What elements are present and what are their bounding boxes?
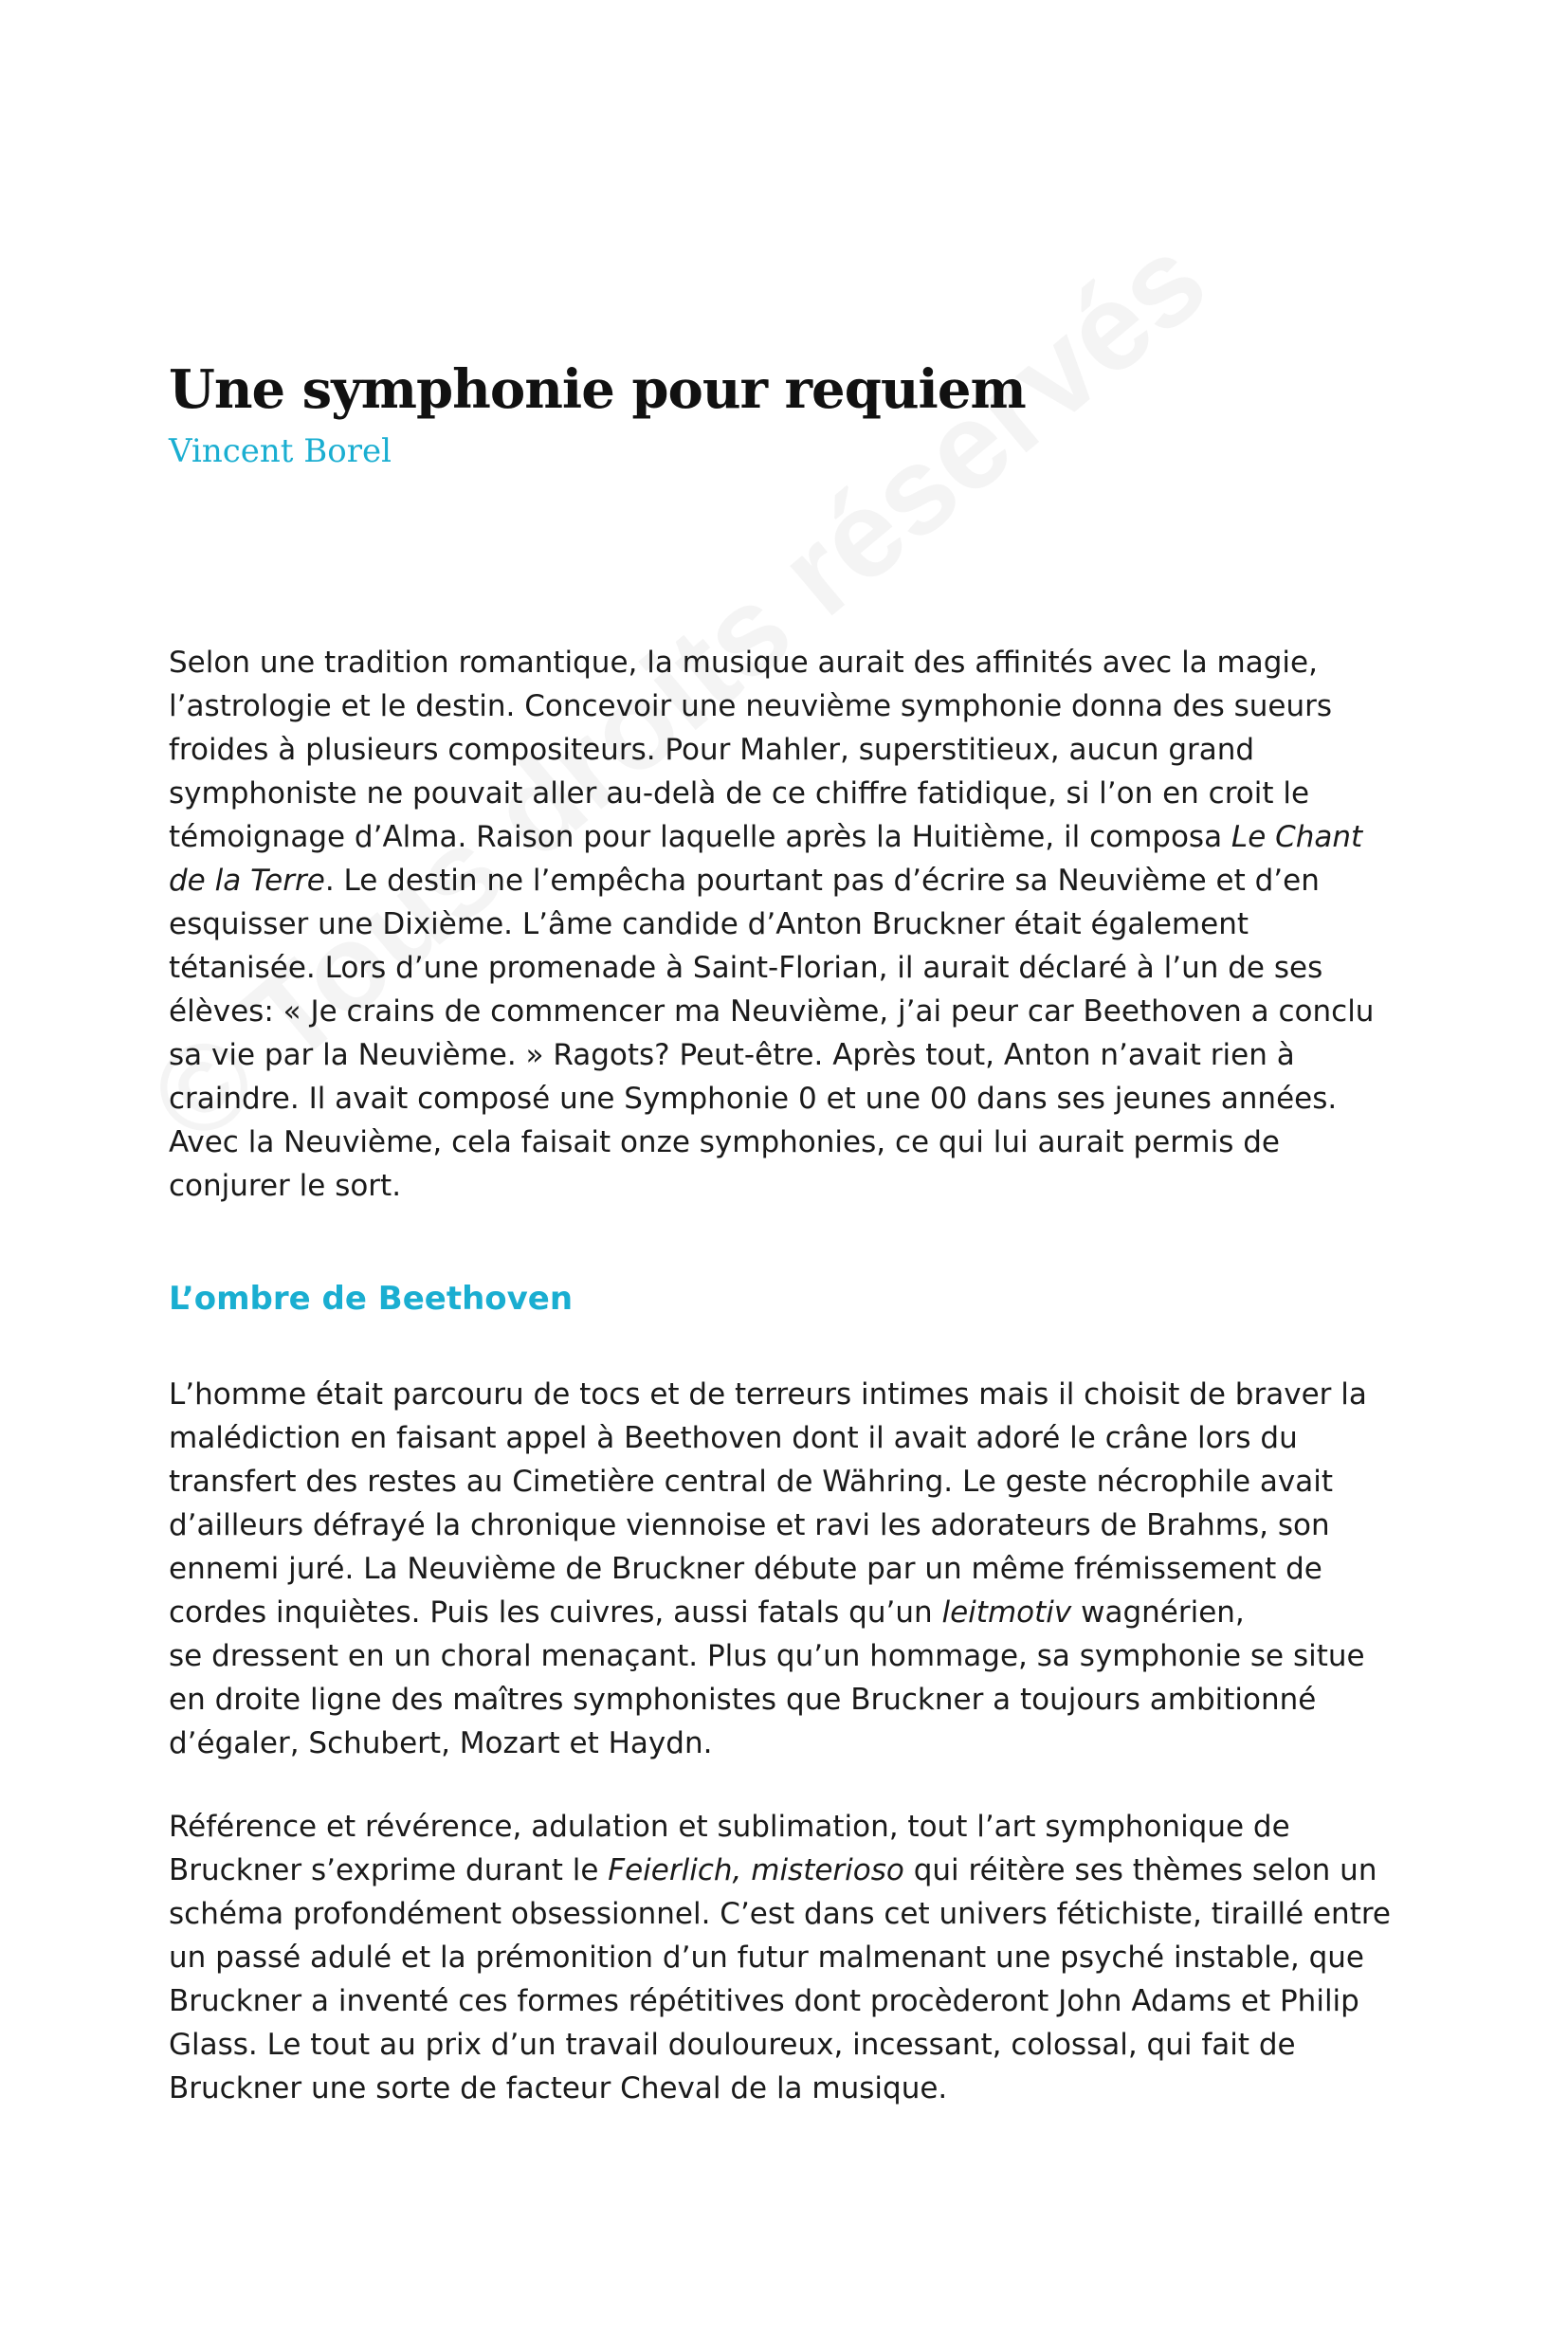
text-line: froides à plusieurs compositeurs. Pour Mahler, superstitieux, aucun grand — [169, 733, 1255, 767]
text-line: malédiction en faisant appel à Beethoven dont il avait adoré le crâne lors du — [169, 1421, 1298, 1455]
text-line: tétanisée. Lors d’une promenade à Saint-Florian, il aurait déclaré à l’un de ses — [169, 951, 1323, 985]
section-heading: L’ombre de Beethoven — [169, 1280, 574, 1318]
text-line: d’ailleurs défrayé la chronique viennoise et ravi les adorateurs de Brahms, son — [169, 1508, 1330, 1542]
text-line: l’astrologie et le destin. Concevoir une neuvième symphonie donna des sueurs — [169, 689, 1333, 723]
text-line: ennemi juré. La Neuvième de Bruckner débute par un même frémissement de — [169, 1552, 1322, 1586]
italic-term: Feierlich, misterioso — [608, 1853, 904, 1887]
text-line: de la Terre. Le destin ne l’empêcha pourtant pas d’écrire sa Neuvième et d’en — [169, 864, 1320, 898]
italic-term: leitmotiv — [941, 1595, 1072, 1630]
text-line: en droite ligne des maîtres symphonistes que Bruckner a toujours ambitionné — [169, 1683, 1317, 1717]
text-line: se dressent en un choral menaçant. Plus qu’un hommage, sa symphonie se situe — [169, 1639, 1365, 1673]
text-line: cordes inquiètes. Puis les cuivres, aussi fatals qu’un leitmotiv wagnérien, — [169, 1595, 1245, 1630]
text-line: Bruckner s’exprime durant le Feierlich, misterioso qui réitère ses thèmes selon un — [169, 1853, 1377, 1887]
paragraph-beethoven — [169, 1373, 1411, 1765]
text-line: symphoniste ne pouvait aller au-delà de ce chiffre fatidique, si l’on en croit le — [169, 776, 1310, 811]
text-line: conjurer le sort. — [169, 1169, 402, 1203]
text-line: L’homme était parcouru de tocs et de terreurs intimes mais il choisit de braver la — [169, 1377, 1367, 1412]
text-line: Bruckner une sorte de facteur Cheval de la musique. — [169, 2071, 948, 2105]
paragraph-intro — [169, 641, 1411, 1208]
text-line: Selon une tradition romantique, la musique aurait des affinités avec la magie, — [169, 646, 1318, 680]
article-author: Vincent Borel — [169, 432, 392, 470]
text-line: craindre. Il avait composé une Symphonie 0 et une 00 dans ses jeunes années. — [169, 1082, 1338, 1116]
text-line: Bruckner a inventé ces formes répétitives dont procèderont John Adams et Philip — [169, 1984, 1359, 2018]
text-line: d’égaler, Schubert, Mozart et Haydn. — [169, 1726, 713, 1760]
text-line: Référence et révérence, adulation et sublimation, tout l’art symphonique de — [169, 1810, 1290, 1844]
text-line: schéma profondément obsessionnel. C’est dans cet univers fétichiste, tiraillé entre — [169, 1897, 1391, 1931]
italic-title: Le Chant — [1231, 820, 1363, 854]
text-line: un passé adulé et la prémonition d’un futur malmenant une psyché instable, que — [169, 1941, 1364, 1975]
text-line: Avec la Neuvième, cela faisait onze symphonies, ce qui lui aurait permis de — [169, 1125, 1280, 1159]
text-line: sa vie par la Neuvième. » Ragots? Peut-être. Après tout, Anton n’avait rien à — [169, 1038, 1295, 1072]
text-line: témoignage d’Alma. Raison pour laquelle après la Huitième, il composa Le Chant — [169, 820, 1363, 854]
paragraph-reference — [169, 1805, 1411, 2110]
text-line: élèves: « Je crains de commencer ma Neuvième, j’ai peur car Beethoven a conclu — [169, 994, 1375, 1029]
text-line: esquisser une Dixième. L’âme candide d’Anton Bruckner était également — [169, 907, 1249, 941]
text-line: transfert des restes au Cimetière central de Währing. Le geste nécrophile avait — [169, 1465, 1334, 1499]
text-line: Glass. Le tout au prix d’un travail douloureux, incessant, colossal, qui fait de — [169, 2028, 1296, 2062]
article-title: Une symphonie pour requiem — [169, 358, 1026, 421]
italic-title: de la Terre — [169, 864, 325, 898]
